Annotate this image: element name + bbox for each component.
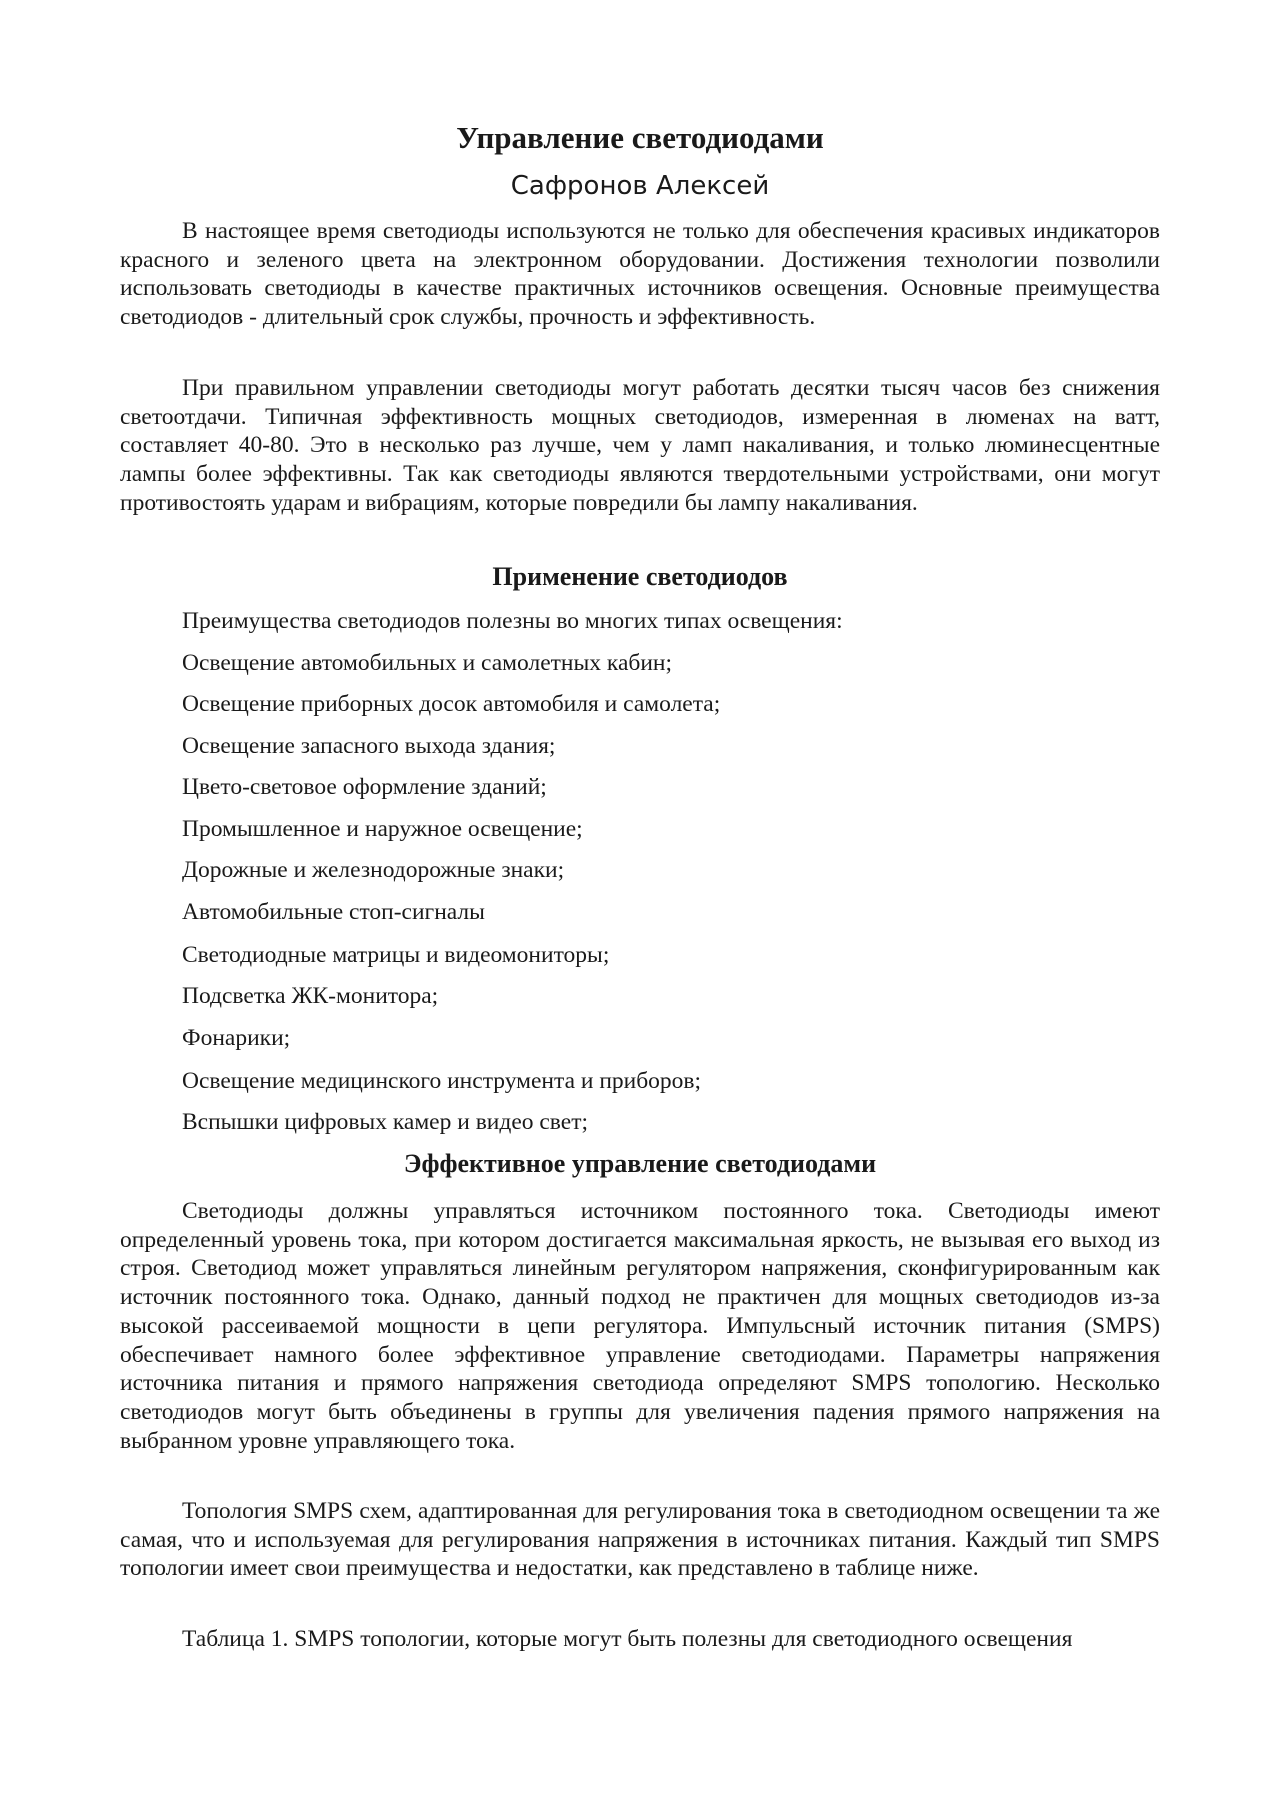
- list-item: Цвето-световое оформление зданий;: [182, 774, 547, 800]
- list-item: Вспышки цифровых камер и видео свет;: [182, 1109, 588, 1135]
- section-heading-application: Применение светодиодов: [492, 562, 788, 591]
- list-item: Освещение автомобильных и самолетных кабин;: [182, 650, 673, 676]
- list-item: Освещение приборных досок автомобиля и самолета;: [182, 691, 721, 717]
- list-item: Промышленное и наружное освещение;: [182, 816, 583, 842]
- intro-paragraph-1: В настоящее время светодиоды используются не только для обеспечения красивых индикаторов красного и зеленого цвета на электронном оборудовании. Достижения технологии позволили использовать светодиоды в качестве практичных источников освещения. Основные преимущества светодиодов - длительный срок службы, прочность и эффективность.: [120, 218, 1160, 331]
- list-item: Автомобильные стоп-сигналы: [182, 899, 485, 925]
- table-caption: Таблица 1. SMPS топологии, которые могут быть полезны для светодиодного освещения: [182, 1626, 1073, 1652]
- list-item: Светодиодные матрицы и видеомониторы;: [182, 942, 610, 968]
- list-item: Освещение медицинского инструмента и приборов;: [182, 1068, 702, 1094]
- control-paragraph-2: Топология SMPS схем, адаптированная для регулирования тока в светодиодном освещении та же самая, что и используемая для регулирования напряжения в источниках питания. Каждый тип SMPS топологии имеет свои преимущества и недостатки, как представлено в таблице ниже.: [120, 1498, 1160, 1582]
- control-paragraph-1: Светодиоды должны управляться источником постоянного тока. Светодиоды имеют определенный уровень тока, при котором достигается максимальная яркость, не вызывая его выход из строя. Светодиод может управляться линейным регулятором напряжения, сконфигурированным как источник постоянного тока. Однако, данный подход не практичен для мощных светодиодов из-за высокой рассеиваемой мощности в цепи регулятора. Импульсный источник питания (SMPS) обеспечивает намного более эффективное управление светодиодами. Параметры напряжения источника питания и прямого напряжения светодиода определяют SMPS топологию. Несколько светодиодов могут быть объединены в группы для увеличения падения прямого напряжения на выбранном уровне управляющего тока.: [120, 1198, 1160, 1454]
- list-item: Подсветка ЖК-монитора;: [182, 983, 439, 1009]
- application-intro: Преимущества светодиодов полезны во многих типах освещения:: [182, 608, 843, 634]
- list-item: Дорожные и железнодорожные знаки;: [182, 857, 565, 883]
- section-heading-control: Эффективное управление светодиодами: [403, 1149, 877, 1178]
- document-author: Сафронов Алексей: [510, 171, 770, 201]
- document-title: Управление светодиодами: [456, 120, 824, 155]
- list-item: Фонарики;: [182, 1025, 291, 1051]
- intro-paragraph-2: При правильном управлении светодиоды могут работать десятки тысяч часов без снижения светоотдачи. Типичная эффективность мощных светодиодов, измеренная в люменах на ватт, составляет 40-80. Это в несколько раз лучше, чем у ламп накаливания, и только люминесцентные лампы более эффективны. Так как светодиоды являются твердотельными устройствами, они могут противостоять ударам и вибрациям, которые повредили бы лампу накаливания.: [120, 375, 1160, 516]
- list-item: Освещение запасного выхода здания;: [182, 733, 556, 759]
